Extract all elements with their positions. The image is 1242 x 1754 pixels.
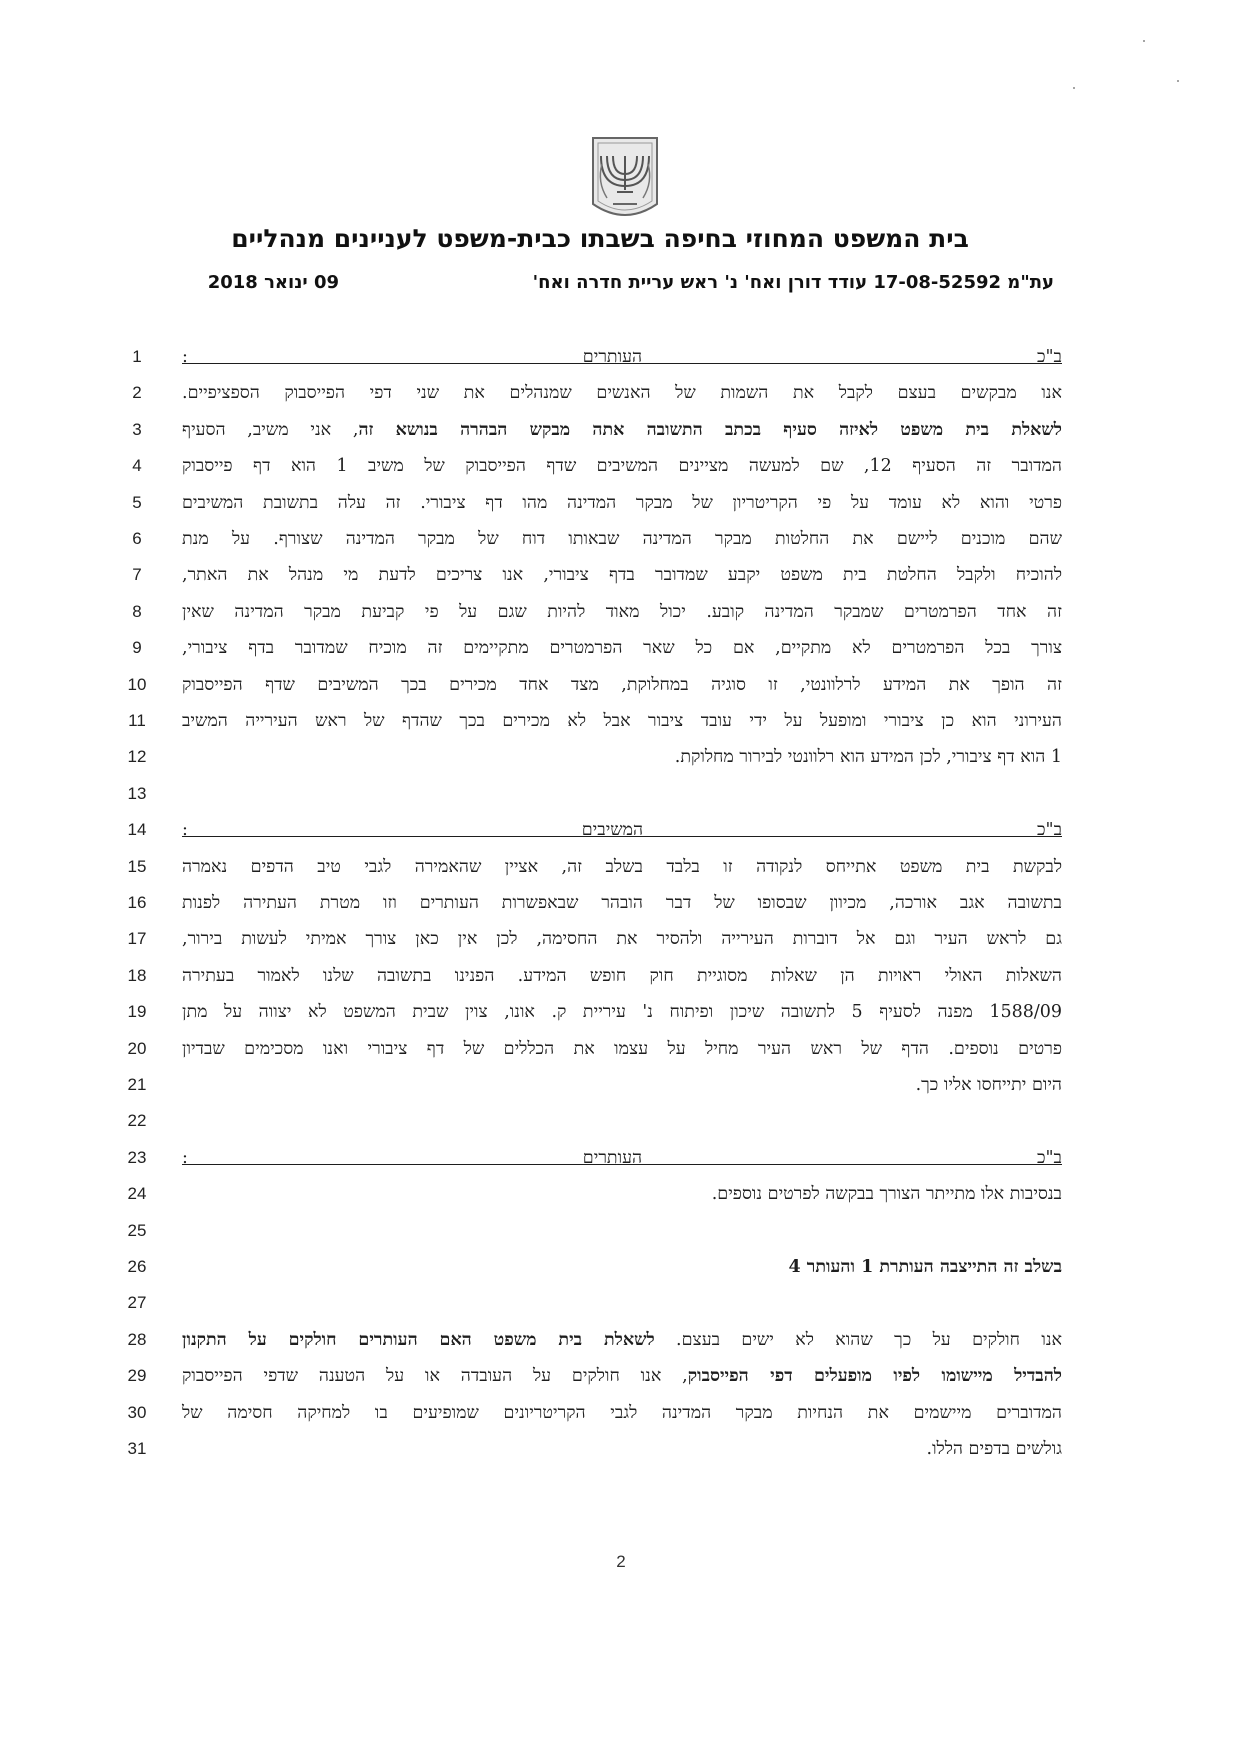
line-number: 31 [127,1439,147,1458]
line-number: 30 [127,1402,147,1422]
line-number: 2 [132,383,142,403]
line-number: 15 [127,856,147,876]
line-text: בנסיבות אלו מתייתר הצורך בבקשה לפרטים נוספים. [711,1184,1062,1205]
transcript-line [182,381,1062,405]
scan-speck [1177,80,1179,82]
transcript-line [182,345,1062,369]
line-number: 16 [127,893,147,912]
line-number: 25 [127,1220,147,1240]
line-text: העירוני הוא כן ציבורי ומופעל על ידי עובד ציבור אבל לא מכירים בכך שהדף של ראש העירייה המשיב [182,711,1062,731]
line-number: 17 [127,929,147,949]
line-number: 3 [132,419,142,439]
transcript-line [182,709,1062,733]
transcript-line [182,1073,1062,1097]
line-text: פרטים נוספים. הדף של ראש העיר מחיל על עצמו את הכללים של דף ציבורי ואנו מסכימים שבדיון [182,1038,1062,1059]
transcript-line [182,454,1062,478]
line-number: 10 [127,674,147,694]
menorah-emblem-icon [589,134,661,226]
bold-text: לשאלת בית משפט האם העותרים חולקים על התקנון [182,1329,655,1350]
line-number: 9 [132,638,142,658]
bold-text: לשאלת בית משפט לאיזה סעיף בכתב התשובה אתה מבקש הבהרה בנושא זה [358,419,1062,440]
line-text: צורך בכל הפרמטרים לא מתקיים, אם כל שאר הפרמטרים מתקיימים זה מוכיח שמדובר בדף ציבורי, [182,638,1062,659]
line-number: 19 [127,1002,147,1022]
line-number: 11 [128,711,146,730]
scan-speck [1073,87,1075,89]
line-number: 13 [127,783,147,803]
transcript-line [182,1037,1062,1061]
transcript-line [182,1255,1062,1279]
transcript-line [182,636,1062,660]
line-number: 18 [127,965,147,985]
line-text: השאלות האולי ראויות הן שאלות מסוגיית חוק חופש המידע. הפנינו בתשובה שלנו לאמור בעתירה [182,965,1062,986]
line-number: 27 [127,1293,147,1313]
speaker-label: ב"כ העותרים : [182,347,1062,367]
bold-text: בשלב זה התייצבה העותרת 1 והעותר 4 [788,1257,1062,1277]
line-text: פרטי והוא לא עומד על פי הקריטריון של מבקר המדינה מהו דף ציבורי. זה עלה בתשובת המשיבים [182,492,1062,513]
line-number: 23 [127,1147,147,1167]
line-text: 1588/09 מפנה לסעיף 5 לתשובה שיכון ופיתוח נ' עיריית ק. אונו, צוין שבית המשפט לא יצווה על מתן [182,1002,1063,1023]
line-text: בתשובה אגב אורכה, מכיוון שבסופו של דבר הובהר שבאפשרות העותרים וזו מטרת העתירה לפנות [182,893,1062,913]
line-number: 20 [127,1038,147,1058]
scan-speck [1143,40,1145,42]
transcript-line [182,1437,1062,1461]
court-title: בית המשפט המחוזי בחיפה בשבתו כבית-משפט לעניינים מנהליים [231,224,969,253]
bold-text: להבדיל מיישומו לפיו מופעלים דפי הפייסבוק [687,1366,1062,1387]
line-number: 28 [127,1329,147,1349]
line-text: היום יתייחסו אליו כך. [915,1075,1062,1095]
transcript-line [182,1364,1062,1388]
line-number: 24 [127,1184,147,1204]
line-text: שהם מוכנים ליישם את החלטות מבקר המדינה שבאותו דוח של מבקר המדינה שצורף. על מנת [182,529,1062,549]
line-text: המדוברים מיישמים את הנחיות מבקר המדינה לגבי הקריטריונים שמופיעים בו למחיקה חסימה של [182,1402,1062,1423]
hearing-date: 09 ינואר 2018 [207,272,339,293]
line-number: 21 [127,1075,147,1094]
line-text: אנו חולקים על כך שהוא לא ישים בעצם. [654,1329,1063,1350]
line-text: המדובר זה הסעיף 12, שם למעשה מציינים המשיבים שדף הפייסבוק של משיב 1 הוא דף פייסבוק [182,456,1062,477]
line-number: 6 [132,529,142,548]
line-text: זה הופך את המידע לרלוונטי, זו סוגיה במחלוקת, מצד אחד מכירים בכך המשיבים שדף הפייסבוק [182,674,1062,695]
transcript-line [182,1000,1062,1024]
line-text: אנו מבקשים בעצם לקבל את השמות של האנשים שמנהלים את שני דפי הפייסבוק הספציפיים. [182,383,1062,404]
line-number: 5 [132,492,142,512]
transcript-line [182,563,1062,587]
line-number: 12 [127,747,147,767]
speaker-label: ב"כ העותרים : [182,1147,1062,1168]
transcript-line [182,855,1062,879]
line-text: לבקשת בית משפט אתייחס לנקודה זו בלבד בשלב זה, אציין שהאמירה לגבי טיב הדפים נאמרה [182,856,1062,877]
transcript-line [182,418,1062,442]
transcript-line [182,1146,1062,1170]
speaker-label: ב"כ המשיבים : [182,820,1062,841]
transcript-line [182,673,1062,697]
transcript-line [182,745,1062,769]
page-number: 2 [616,1552,626,1571]
line-text: זה אחד הפרמטרים שמבקר המדינה קובע. יכול מאוד להיות שגם על פי קביעת מבקר המדינה שאין [182,601,1062,622]
line-text: להוכיח ולקבל החלטת בית משפט יקבע שמדובר בדף ציבורי, אנו צריכים לדעת מי מנהל את האתר, [182,565,1062,586]
line-text: גולשים בדפים הללו. [926,1439,1062,1459]
transcript-line [182,818,1062,842]
line-number: 29 [127,1366,147,1386]
line-number: 26 [127,1257,147,1276]
transcript-line [182,1182,1062,1206]
transcript-line [182,527,1062,551]
line-text: 1 הוא דף ציבורי, לכן המידע הוא רלוונטי לבירור מחלוקת. [674,747,1062,768]
line-number: 7 [132,565,142,585]
transcript-line [182,927,1062,951]
transcript-line [182,964,1062,988]
transcript-line [182,891,1062,915]
transcript-line [182,491,1062,515]
transcript-line [182,1401,1062,1425]
line-number: 4 [132,456,142,476]
line-number: 1 [132,347,142,366]
line-number: 14 [127,820,147,840]
line-text: , אנו חולקים על העובדה או על הטענה שדפי הפייסבוק [182,1366,688,1387]
line-text: , אני משיב, הסעיף [182,419,359,440]
line-text: גם לראש העיר וגם אל דוברות העירייה ולהסיר את החסימה, לכן אין כאן צורך אמיתי לעשות בירור, [182,929,1062,950]
transcript-line [182,1328,1062,1352]
line-number: 8 [132,601,142,621]
line-number: 22 [127,1111,147,1131]
case-info: עת"מ 17-08-52592 עודד דורן ואח' נ' ראש עריית חדרה ואח' [532,272,1054,293]
transcript-line [182,600,1062,624]
